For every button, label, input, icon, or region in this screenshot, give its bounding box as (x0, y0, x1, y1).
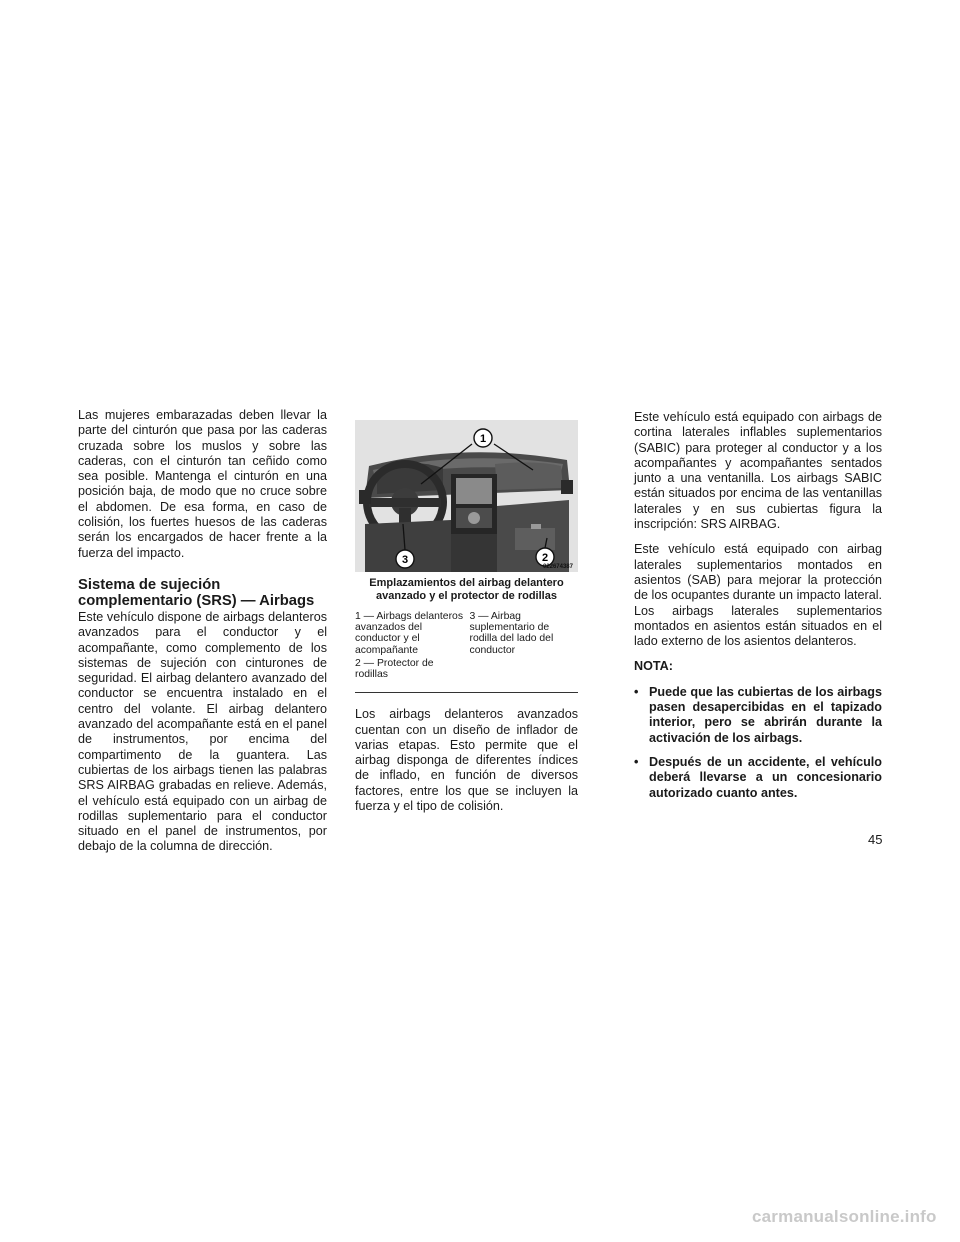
figure-legend (355, 611, 578, 682)
divider (355, 692, 578, 693)
bullet-icon: • (634, 754, 639, 769)
dashboard-figure (355, 420, 578, 572)
legend-item-1: 1 — Airbags delanteros avanzados del conductor y el acompañante (355, 611, 464, 656)
callout-2: 2 (541, 552, 549, 564)
image-code: 022674387 (542, 564, 573, 570)
left-column (78, 408, 327, 865)
legend-left (355, 611, 464, 682)
bullet-icon: • (634, 684, 639, 699)
page-number: 45 (868, 832, 883, 847)
note-list (634, 685, 882, 801)
section-heading: Sistema de sujeción complementario (SRS) — Airbags (78, 576, 315, 609)
sabic-paragraph: Este vehículo está equipado con airbags de cortina laterales inflables suplementarios (SABIC) para proteger al conductor y a los acompañantes y acompañantes sentados junto a una ventanilla. Los airbags SABIC están situados por encima de las ventanillas laterales y en sus cubiertas figura la inscripción: SRS AIRBAG. (634, 410, 882, 532)
note-label: NOTA: (634, 659, 673, 674)
sab-paragraph: Este vehículo está equipado con airbag laterales suplementarios montados en asientos (SAB) para mejorar la protección de los ocupantes durante un impacto lateral. Los airbags laterales suplementarios montados en asientos están situados en el lado externo de los asientos delanteros. (634, 542, 882, 649)
list-item: • Puede que las cubiertas de los airbags pasen desapercibidas en el tapizado interior, pero se abrirán durante la activación de los airbags. (634, 684, 882, 745)
right-column (634, 410, 882, 810)
inflator-paragraph: Los airbags delanteros avanzados cuentan con un diseño de inflador de varias etapas. Esto permite que el airbag disponga de diferentes índices de inflado, en función de diversos factores, entre los que se incluyen la fuerza y el tipo de colisión. (355, 707, 578, 813)
list-item: • Después de un accidente, el vehículo deberá llevarse a un concesionario autorizado cuanto antes. (634, 754, 882, 800)
callout-3: 3 (401, 554, 409, 566)
callout-1: 1 (479, 433, 487, 445)
figure-caption: Emplazamientos del airbag delantero avanzado y el protector de rodillas (369, 577, 564, 602)
dashboard-illustration (355, 420, 578, 572)
legend-item-3: 3 — Airbag suplementario de rodilla del lado del conductor (469, 611, 554, 656)
legend-right (464, 611, 579, 682)
legend-item-2: 2 — Protector de rodillas (355, 657, 434, 681)
intro-paragraph: Las mujeres embarazadas deben llevar la parte del cinturón que pasa por las caderas cruzada sobre los muslos y sobre las caderas, con el cinturón tan ceñido como sea posible. Mantenga el cinturón en una posición baja, de modo que no cruce sobre el abdomen. De esa forma, en caso de colisión, los fuertes huesos de las caderas serán los encargados de hacer frente a la fuerza del impacto. (78, 408, 327, 560)
middle-column (355, 420, 578, 824)
airbags-paragraph: Este vehículo dispone de airbags delanteros avanzados para el conductor y el acompañante, como complemento de los sistemas de sujeción con cinturones de seguridad. El airbag delantero avanzado del conductor se encuentra instalado en el centro del volante. El airbag delantero avanzado del acompañante está en el panel de instrumentos, por encima del compartimento de la guantera. Las cubiertas de los airbags tienen las palabras SRS AIRBAG grabadas en relieve. Además, el vehículo está equipado con un airbag de rodillas suplementario para el conductor situado en el panel de instrumentos, por debajo de la columna de dirección. (78, 609, 327, 854)
watermark: carmanualsonline.info (752, 1207, 937, 1226)
